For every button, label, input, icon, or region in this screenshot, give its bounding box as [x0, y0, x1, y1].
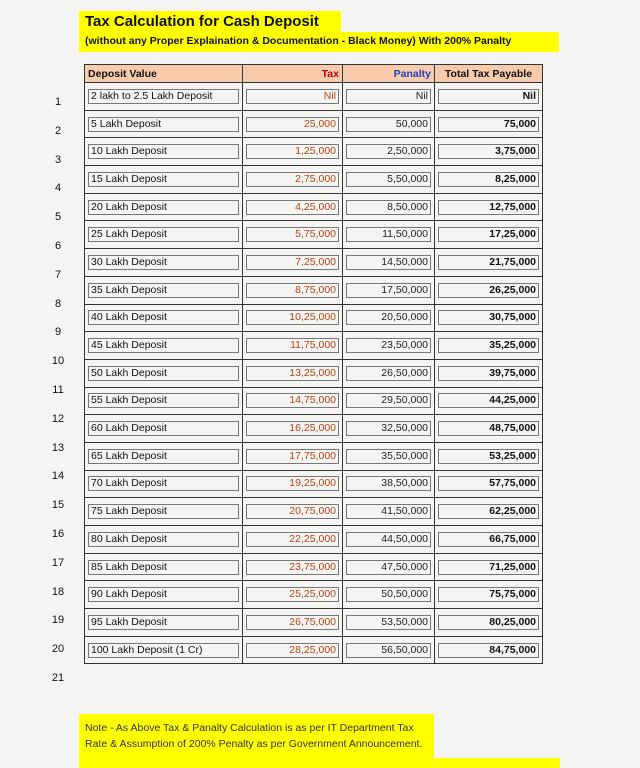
- cell-total-tax-payable: [435, 498, 543, 526]
- cell-tax-text: 26,75,000: [246, 615, 339, 630]
- cell-deposit-value-text: 85 Lakh Deposit: [88, 560, 239, 575]
- tax-table: [84, 64, 543, 664]
- cell-total-tax-payable-text: 17,25,000: [438, 227, 539, 242]
- cell-deposit-value: [85, 166, 243, 194]
- cell-deposit-value: [85, 304, 243, 332]
- cell-penalty: [343, 442, 435, 470]
- cell-deposit-value: [85, 526, 243, 554]
- cell-deposit-value-text: 5 Lakh Deposit: [88, 117, 239, 132]
- cell-tax: [243, 553, 343, 581]
- footnote: Note - As Above Tax & Panalty Calculation is as per IT Department Tax Rate & Assumption of 200% Penalty as per Government Announcement.: [85, 722, 423, 750]
- cell-penalty-text: 50,50,000: [346, 587, 431, 602]
- row-number: 7: [54, 268, 62, 281]
- cell-tax: [243, 304, 343, 332]
- cell-total-tax-payable-text: 66,75,000: [438, 532, 539, 547]
- cell-tax-text: 25,25,000: [246, 587, 339, 602]
- cell-deposit-value: [85, 221, 243, 249]
- cell-tax-text: 7,25,000: [246, 255, 339, 270]
- cell-penalty-text: 26,50,000: [346, 366, 431, 381]
- cell-total-tax-payable: [435, 581, 543, 609]
- cell-tax-text: 5,75,000: [246, 227, 339, 242]
- cell-penalty: [343, 526, 435, 554]
- row-number: 12: [51, 412, 65, 425]
- cell-penalty: [343, 276, 435, 304]
- row-number: 15: [51, 499, 65, 512]
- cell-penalty-text: 32,50,000: [346, 421, 431, 436]
- cell-total-tax-payable: [435, 387, 543, 415]
- row-number: 18: [51, 585, 65, 598]
- cell-deposit-value-text: 25 Lakh Deposit: [88, 227, 239, 242]
- cell-deposit-value-text: 45 Lakh Deposit: [88, 338, 239, 353]
- cell-total-tax-payable-text: 8,25,000: [438, 172, 539, 187]
- cell-penalty-text: 47,50,000: [346, 560, 431, 575]
- cell-penalty-text: Nil: [346, 89, 431, 104]
- cell-penalty: [343, 636, 435, 664]
- cell-penalty: [343, 193, 435, 221]
- cell-penalty: [343, 110, 435, 138]
- table-row: [85, 304, 543, 332]
- cell-tax: [243, 138, 343, 166]
- cell-tax: [243, 636, 343, 664]
- table-row: [85, 221, 543, 249]
- cell-tax-text: 8,75,000: [246, 283, 339, 298]
- cell-tax: [243, 166, 343, 194]
- table-row: [85, 359, 543, 387]
- cell-tax: [243, 498, 343, 526]
- cell-penalty: [343, 359, 435, 387]
- cell-penalty: [343, 138, 435, 166]
- cell-total-tax-payable-text: 26,25,000: [438, 283, 539, 298]
- cell-total-tax-payable-text: 35,25,000: [438, 338, 539, 353]
- cell-deposit-value-text: 2 lakh to 2.5 Lakh Deposit: [88, 89, 239, 104]
- cell-penalty: [343, 166, 435, 194]
- cell-penalty: [343, 332, 435, 360]
- table-row: [85, 83, 543, 111]
- page-subtitle: (without any Proper Explaination & Documentation - Black Money) With 200% Panalty: [85, 35, 512, 47]
- table-row: [85, 581, 543, 609]
- cell-tax: [243, 276, 343, 304]
- cell-total-tax-payable: [435, 415, 543, 443]
- row-number: 10: [51, 355, 65, 368]
- row-number: 16: [51, 527, 65, 540]
- cell-tax-text: 28,25,000: [246, 643, 339, 658]
- cell-deposit-value: [85, 387, 243, 415]
- header-total-tax-payable: Total Tax Payable: [435, 65, 543, 83]
- row-number: 9: [54, 326, 62, 339]
- cell-tax: [243, 526, 343, 554]
- cell-deposit-value-text: 15 Lakh Deposit: [88, 172, 239, 187]
- cell-penalty-text: 2,50,000: [346, 144, 431, 159]
- table-row: [85, 415, 543, 443]
- cell-deposit-value-text: 50 Lakh Deposit: [88, 366, 239, 381]
- table-row: [85, 276, 543, 304]
- cell-penalty-text: 44,50,000: [346, 532, 431, 547]
- cell-penalty-text: 56,50,000: [346, 643, 431, 658]
- cell-tax-text: 2,75,000: [246, 172, 339, 187]
- cell-tax-text: 14,75,000: [246, 393, 339, 408]
- table-row: [85, 636, 543, 664]
- cell-deposit-value: [85, 581, 243, 609]
- cell-deposit-value-text: 90 Lakh Deposit: [88, 587, 239, 602]
- cell-penalty-text: 8,50,000: [346, 200, 431, 215]
- cell-deposit-value-text: 30 Lakh Deposit: [88, 255, 239, 270]
- cell-tax: [243, 609, 343, 637]
- row-number: 4: [54, 182, 62, 195]
- cell-tax-text: Nil: [246, 89, 339, 104]
- cell-penalty: [343, 83, 435, 111]
- table-row: [85, 442, 543, 470]
- cell-tax-text: 13,25,000: [246, 366, 339, 381]
- cell-deposit-value: [85, 276, 243, 304]
- header-deposit-value: Deposit Value: [85, 65, 243, 83]
- cell-tax: [243, 387, 343, 415]
- cell-penalty-text: 29,50,000: [346, 393, 431, 408]
- cell-deposit-value-text: 55 Lakh Deposit: [88, 393, 239, 408]
- cell-tax-text: 4,25,000: [246, 200, 339, 215]
- cell-total-tax-payable-text: 53,25,000: [438, 449, 539, 464]
- cell-total-tax-payable-text: 57,75,000: [438, 476, 539, 491]
- cell-penalty: [343, 470, 435, 498]
- table-row: [85, 526, 543, 554]
- cell-total-tax-payable-text: 71,25,000: [438, 560, 539, 575]
- row-number: 13: [51, 441, 65, 454]
- cell-penalty-text: 41,50,000: [346, 504, 431, 519]
- cell-total-tax-payable: [435, 249, 543, 277]
- table-row: [85, 553, 543, 581]
- cell-total-tax-payable: [435, 470, 543, 498]
- cell-total-tax-payable: [435, 304, 543, 332]
- cell-deposit-value-text: 40 Lakh Deposit: [88, 310, 239, 325]
- cell-total-tax-payable: [435, 526, 543, 554]
- table-row: [85, 498, 543, 526]
- cell-tax: [243, 470, 343, 498]
- cell-deposit-value: [85, 636, 243, 664]
- cell-total-tax-payable-text: 30,75,000: [438, 310, 539, 325]
- cell-deposit-value-text: 65 Lakh Deposit: [88, 449, 239, 464]
- note-banner: [79, 714, 434, 768]
- cell-tax: [243, 415, 343, 443]
- cell-total-tax-payable: [435, 442, 543, 470]
- row-number: 6: [54, 239, 62, 252]
- table-row: [85, 387, 543, 415]
- row-number: 1: [54, 96, 62, 108]
- cell-total-tax-payable: [435, 138, 543, 166]
- cell-penalty: [343, 387, 435, 415]
- cell-tax: [243, 581, 343, 609]
- cell-tax-text: 16,25,000: [246, 421, 339, 436]
- cell-deposit-value: [85, 249, 243, 277]
- cell-deposit-value: [85, 359, 243, 387]
- cell-deposit-value: [85, 83, 243, 111]
- row-number: 17: [51, 556, 65, 569]
- cell-total-tax-payable: [435, 110, 543, 138]
- cell-total-tax-payable-text: 39,75,000: [438, 366, 539, 381]
- table-row: [85, 609, 543, 637]
- cell-deposit-value-text: 75 Lakh Deposit: [88, 504, 239, 519]
- cell-deposit-value-text: 80 Lakh Deposit: [88, 532, 239, 547]
- cell-total-tax-payable: [435, 193, 543, 221]
- cell-penalty-text: 53,50,000: [346, 615, 431, 630]
- cell-deposit-value-text: 35 Lakh Deposit: [88, 283, 239, 298]
- table-row: [85, 138, 543, 166]
- cell-deposit-value-text: 100 Lakh Deposit (1 Cr): [88, 643, 239, 658]
- cell-total-tax-payable: [435, 166, 543, 194]
- cell-deposit-value-text: 20 Lakh Deposit: [88, 200, 239, 215]
- cell-deposit-value-text: 10 Lakh Deposit: [88, 144, 239, 159]
- cell-tax: [243, 83, 343, 111]
- cell-tax-text: 19,25,000: [246, 476, 339, 491]
- cell-penalty-text: 14,50,000: [346, 255, 431, 270]
- header-penalty: Panalty: [343, 65, 435, 83]
- cell-tax-text: 23,75,000: [246, 560, 339, 575]
- cell-tax: [243, 249, 343, 277]
- cell-penalty: [343, 609, 435, 637]
- cell-tax-text: 10,25,000: [246, 310, 339, 325]
- cell-deposit-value: [85, 193, 243, 221]
- cell-total-tax-payable: [435, 332, 543, 360]
- cell-deposit-value: [85, 553, 243, 581]
- cell-total-tax-payable-text: 75,75,000: [438, 587, 539, 602]
- cell-deposit-value: [85, 415, 243, 443]
- cell-deposit-value-text: 60 Lakh Deposit: [88, 421, 239, 436]
- cell-penalty-text: 38,50,000: [346, 476, 431, 491]
- cell-deposit-value: [85, 332, 243, 360]
- subtitle-banner: [79, 32, 559, 52]
- cell-penalty: [343, 304, 435, 332]
- cell-total-tax-payable-text: 3,75,000: [438, 144, 539, 159]
- cell-penalty-text: 5,50,000: [346, 172, 431, 187]
- cell-tax-text: 22,25,000: [246, 532, 339, 547]
- header-tax: Tax: [243, 65, 343, 83]
- cell-total-tax-payable-text: 21,75,000: [438, 255, 539, 270]
- cell-deposit-value-text: 70 Lakh Deposit: [88, 476, 239, 491]
- cell-penalty-text: 23,50,000: [346, 338, 431, 353]
- cell-total-tax-payable: [435, 83, 543, 111]
- cell-total-tax-payable-text: 62,25,000: [438, 504, 539, 519]
- cell-total-tax-payable-text: 75,000: [438, 117, 539, 132]
- cell-deposit-value: [85, 470, 243, 498]
- cell-deposit-value: [85, 442, 243, 470]
- cell-penalty: [343, 249, 435, 277]
- table-row: [85, 470, 543, 498]
- cell-penalty: [343, 498, 435, 526]
- cell-penalty-text: 50,000: [346, 117, 431, 132]
- row-number: 2: [54, 124, 62, 137]
- cell-total-tax-payable-text: 80,25,000: [438, 615, 539, 630]
- cell-tax: [243, 359, 343, 387]
- cell-tax: [243, 332, 343, 360]
- cell-penalty: [343, 221, 435, 249]
- cell-total-tax-payable-text: 84,75,000: [438, 643, 539, 658]
- cell-deposit-value: [85, 110, 243, 138]
- table-row: [85, 110, 543, 138]
- table-row: [85, 193, 543, 221]
- row-number: 8: [54, 297, 62, 310]
- cell-penalty-text: 20,50,000: [346, 310, 431, 325]
- row-number: 21: [51, 671, 65, 684]
- cell-deposit-value: [85, 138, 243, 166]
- table-body: [85, 83, 543, 664]
- cell-penalty-text: 35,50,000: [346, 449, 431, 464]
- cell-tax-text: 17,75,000: [246, 449, 339, 464]
- cell-penalty-text: 17,50,000: [346, 283, 431, 298]
- cell-total-tax-payable-text: 12,75,000: [438, 200, 539, 215]
- table-header-row: [85, 65, 543, 83]
- cell-total-tax-payable-text: Nil: [438, 89, 539, 104]
- cell-penalty: [343, 553, 435, 581]
- page-title: Tax Calculation for Cash Deposit: [85, 13, 319, 30]
- row-number: 11: [52, 383, 64, 396]
- row-number: 5: [54, 211, 62, 224]
- cell-tax-text: 1,25,000: [246, 144, 339, 159]
- cell-penalty: [343, 581, 435, 609]
- cell-total-tax-payable: [435, 221, 543, 249]
- cell-penalty: [343, 415, 435, 443]
- cell-tax-text: 25,000: [246, 117, 339, 132]
- row-number-column: [38, 88, 78, 693]
- table-row: [85, 332, 543, 360]
- cell-tax: [243, 193, 343, 221]
- cell-total-tax-payable: [435, 636, 543, 664]
- cell-total-tax-payable-text: 44,25,000: [438, 393, 539, 408]
- cell-total-tax-payable: [435, 359, 543, 387]
- cell-penalty-text: 11,50,000: [346, 227, 431, 242]
- row-number: 19: [51, 614, 65, 627]
- cell-tax-text: 20,75,000: [246, 504, 339, 519]
- cell-tax: [243, 110, 343, 138]
- cell-deposit-value: [85, 609, 243, 637]
- cell-total-tax-payable-text: 48,75,000: [438, 421, 539, 436]
- cell-tax: [243, 442, 343, 470]
- cell-total-tax-payable: [435, 609, 543, 637]
- cell-deposit-value: [85, 498, 243, 526]
- cell-total-tax-payable: [435, 276, 543, 304]
- cell-tax-text: 11,75,000: [246, 338, 339, 353]
- cell-deposit-value-text: 95 Lakh Deposit: [88, 615, 239, 630]
- cell-tax: [243, 221, 343, 249]
- table-row: [85, 249, 543, 277]
- cell-total-tax-payable: [435, 553, 543, 581]
- row-number: 3: [54, 153, 62, 166]
- row-number: 20: [51, 643, 65, 656]
- table-row: [85, 166, 543, 194]
- row-number: 14: [51, 470, 65, 483]
